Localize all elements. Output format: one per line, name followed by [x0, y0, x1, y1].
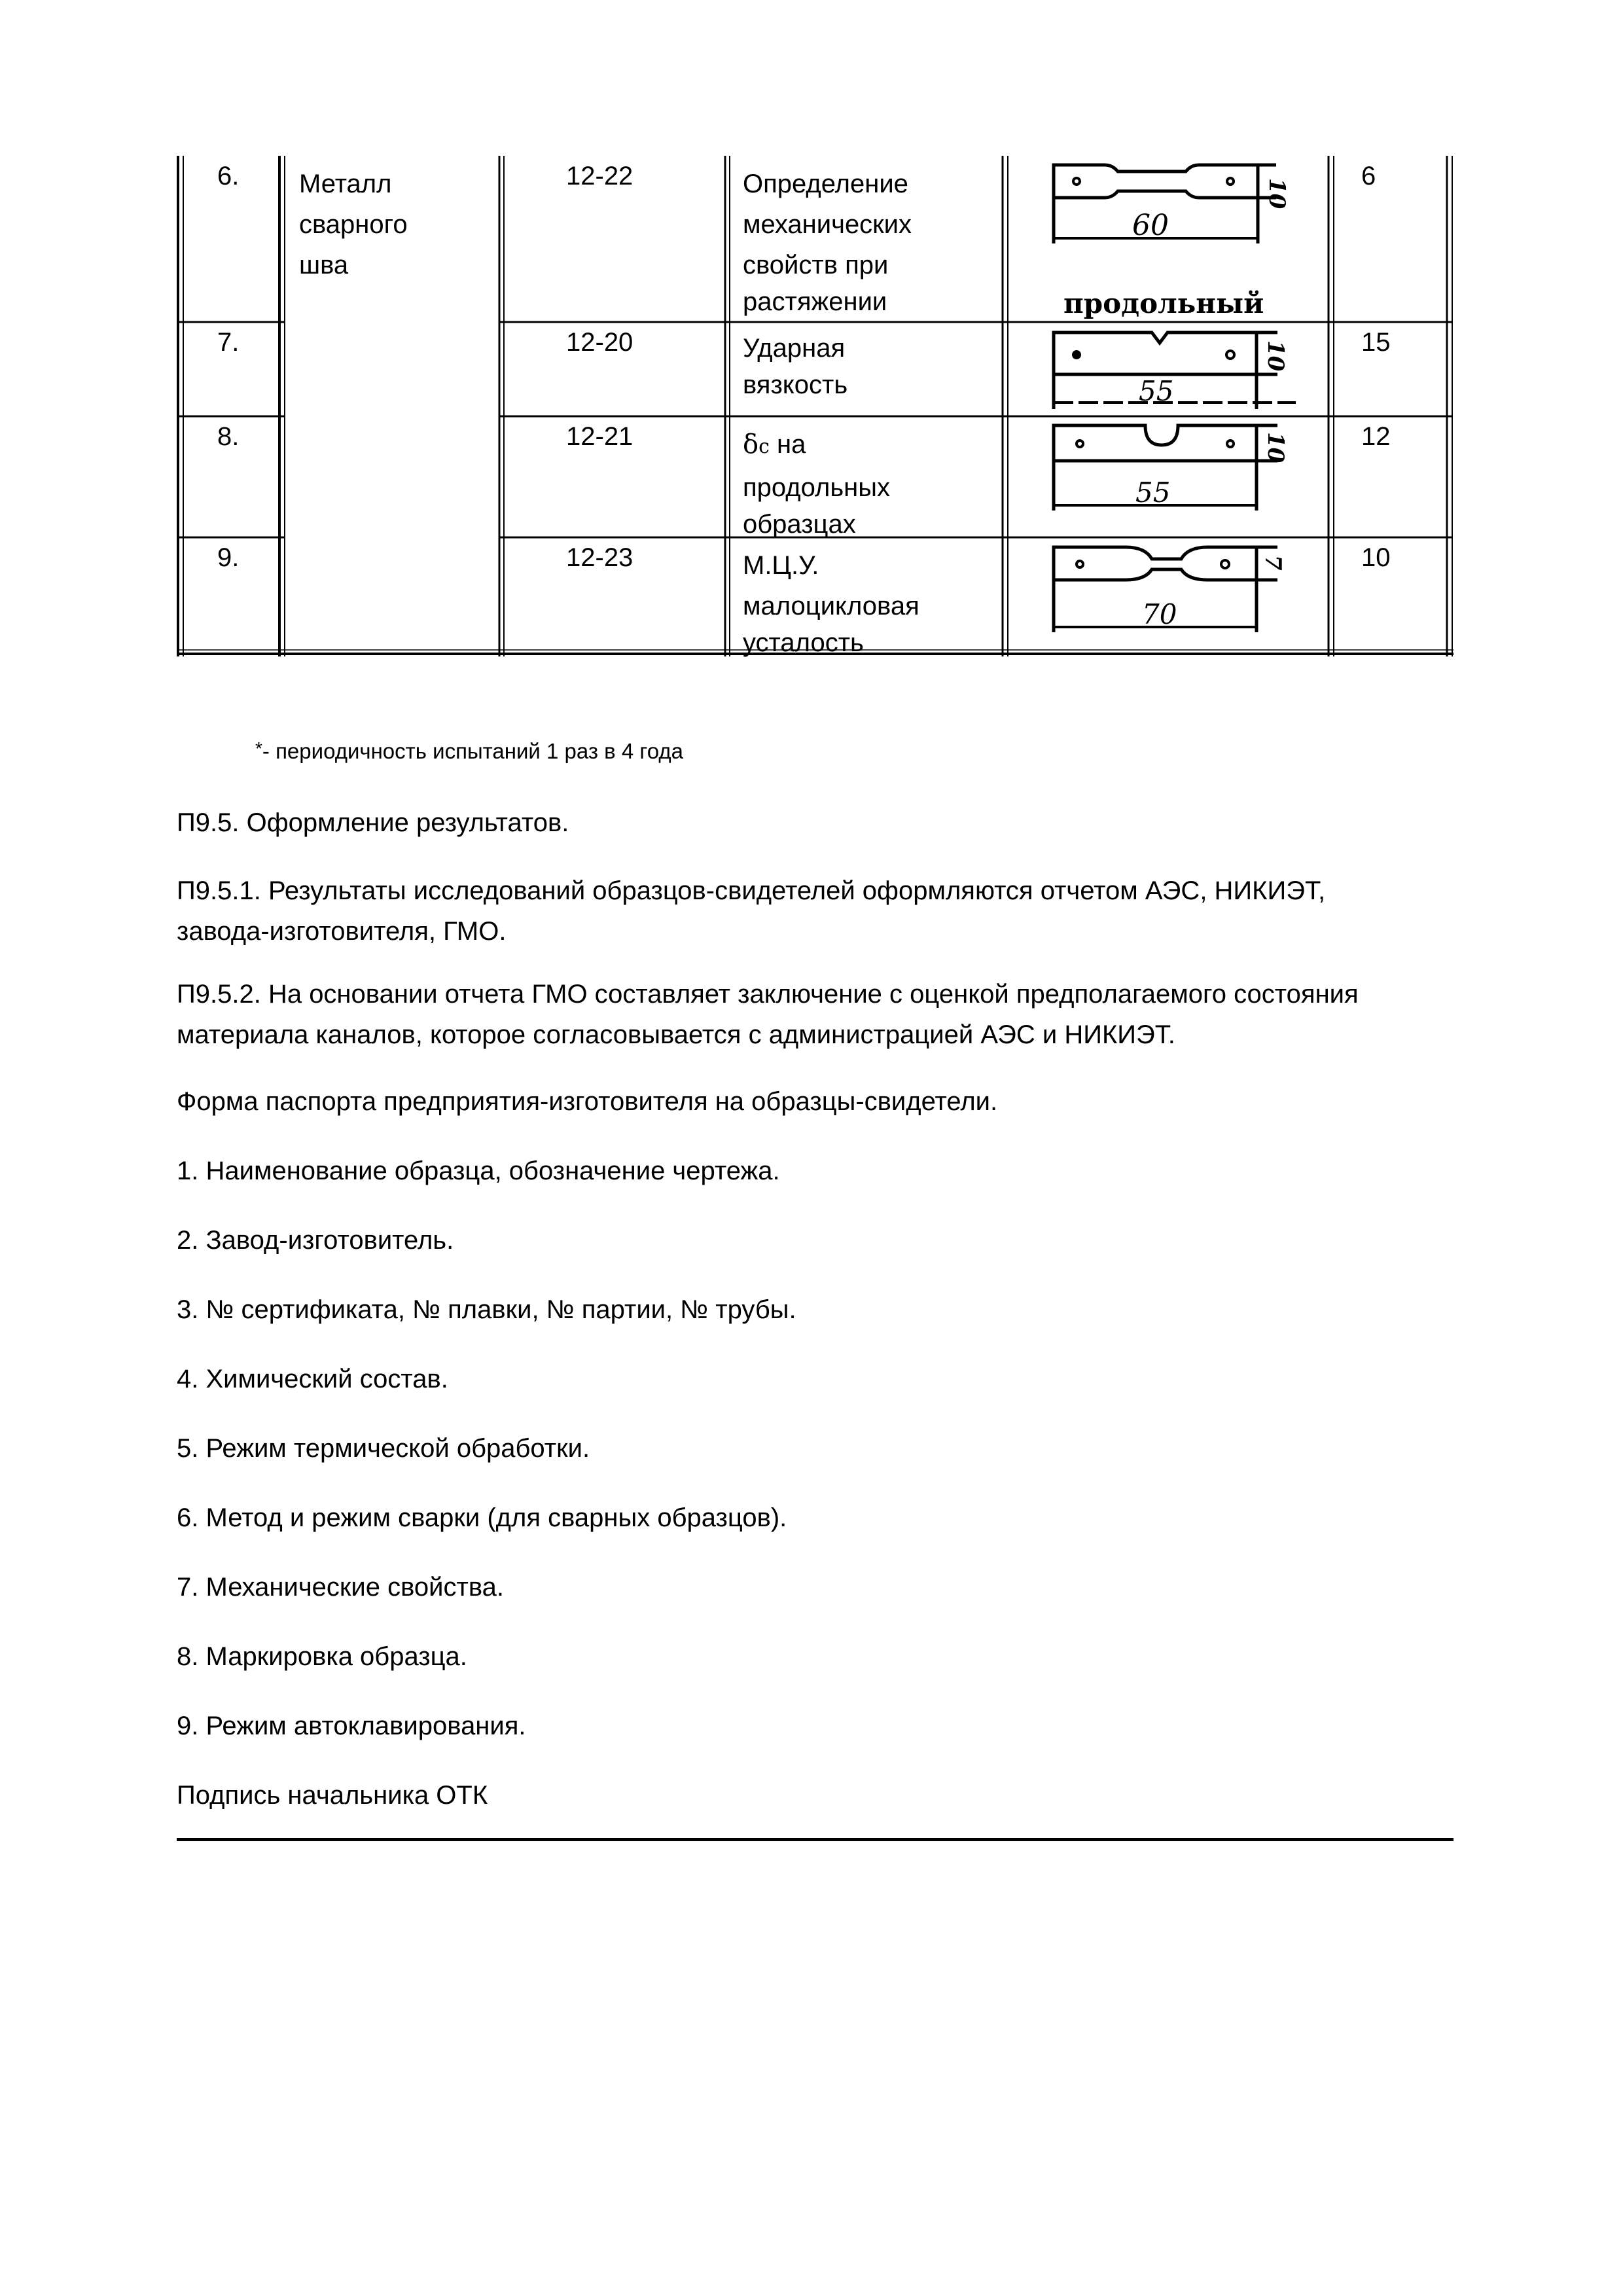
desc-line: Ударная	[743, 334, 846, 363]
width-label: 10	[1262, 432, 1289, 463]
test-code: 12-20	[566, 328, 633, 357]
footnote-text: - периодичность испытаний 1 раз в 4 года	[262, 739, 683, 763]
list-item: 2. Завод-изготовитель.	[177, 1226, 454, 1255]
desc-line: растяжении	[743, 287, 887, 316]
row-number: 6.	[217, 162, 240, 190]
fatigue-specimen-sketch	[1041, 541, 1315, 652]
footnote	[255, 734, 683, 766]
width-label: 7	[1260, 555, 1286, 571]
material-line: Металл	[299, 170, 392, 198]
section-heading: П9.5. Оформление результатов.	[177, 808, 569, 837]
list-item: 3. № сертификата, № плавки, № партии, № трубы.	[177, 1295, 796, 1324]
specimen-count: 12	[1361, 422, 1391, 451]
specimen-count: 6	[1361, 162, 1376, 190]
material-cell	[299, 164, 495, 285]
list-item: 9. Режим автоклавирования.	[177, 1712, 526, 1740]
desc-line: образцах	[743, 510, 856, 539]
orientation-caption: продольный	[1063, 287, 1264, 319]
desc-line: продольных	[743, 473, 890, 502]
test-description	[743, 545, 991, 659]
desc-line: малоцикловая	[743, 592, 919, 620]
material-line: сварного	[299, 210, 408, 239]
impact-specimen-sketch	[1041, 327, 1315, 415]
width-label: 10	[1264, 178, 1290, 209]
signature-label: Подпись начальника ОТК	[177, 1781, 488, 1810]
list-item: 5. Режим термической обработки.	[177, 1434, 590, 1463]
list-item: 8. Маркировка образца.	[177, 1642, 467, 1671]
row-number: 8.	[217, 422, 240, 451]
signature-line	[177, 1838, 1454, 1841]
tensile-specimen-sketch	[1041, 158, 1302, 319]
desc-line: механических	[743, 210, 912, 239]
test-description	[743, 424, 991, 541]
delta-subscript: c	[758, 435, 770, 458]
row-number: 7.	[217, 328, 240, 357]
specimen-count: 10	[1361, 543, 1391, 572]
desc-line: вязкость	[743, 370, 848, 399]
test-description	[743, 164, 991, 318]
length-label: 70	[1142, 598, 1177, 630]
specimen-count: 15	[1361, 328, 1391, 357]
list-item: 6. Метод и режим сварки (для сварных образцов).	[177, 1503, 787, 1532]
list-item: 4. Химический состав.	[177, 1365, 448, 1393]
row-number: 9.	[217, 543, 240, 572]
desc-line	[743, 424, 991, 467]
test-description	[743, 330, 991, 403]
length-label: 60	[1132, 209, 1169, 242]
desc-line: Определение	[743, 170, 908, 198]
list-item: 7. Механические свойства.	[177, 1573, 504, 1602]
length-label: 55	[1139, 375, 1174, 407]
ctod-specimen-sketch	[1041, 419, 1315, 534]
paragraph-line: П9.5.1. Результаты исследований образцов-свидетелей оформляются отчетом АЭС, НИКИЭТ,	[177, 876, 1326, 905]
specimen-table	[177, 156, 1454, 656]
form-title: Форма паспорта предприятия-изготовителя на образцы-свидетели.	[177, 1087, 998, 1116]
paragraph-line: завода-изготовителя, ГМО.	[177, 917, 507, 946]
desc-line: свойств при	[743, 251, 889, 279]
delta-symbol: δ	[743, 429, 759, 459]
list-item: 1. Наименование образца, обозначение чертежа.	[177, 1157, 780, 1185]
desc-line: М.Ц.У.	[743, 551, 819, 580]
test-code: 12-22	[566, 162, 633, 190]
desc-line: усталость	[743, 628, 864, 657]
test-code: 12-21	[566, 422, 633, 451]
paragraph-line: материала каналов, которое согласовывается с администрацией АЭС и НИКИЭТ.	[177, 1020, 1175, 1049]
width-label: 10	[1262, 340, 1289, 372]
footnote-mark: *	[255, 738, 262, 759]
desc-first-rest: на	[769, 430, 806, 459]
material-line: шва	[299, 251, 349, 279]
paragraph-line: П9.5.2. На основании отчета ГМО составляет заключение с оценкой предполагаемого состояния	[177, 980, 1359, 1009]
length-label: 55	[1135, 476, 1171, 509]
test-code: 12-23	[566, 543, 633, 572]
